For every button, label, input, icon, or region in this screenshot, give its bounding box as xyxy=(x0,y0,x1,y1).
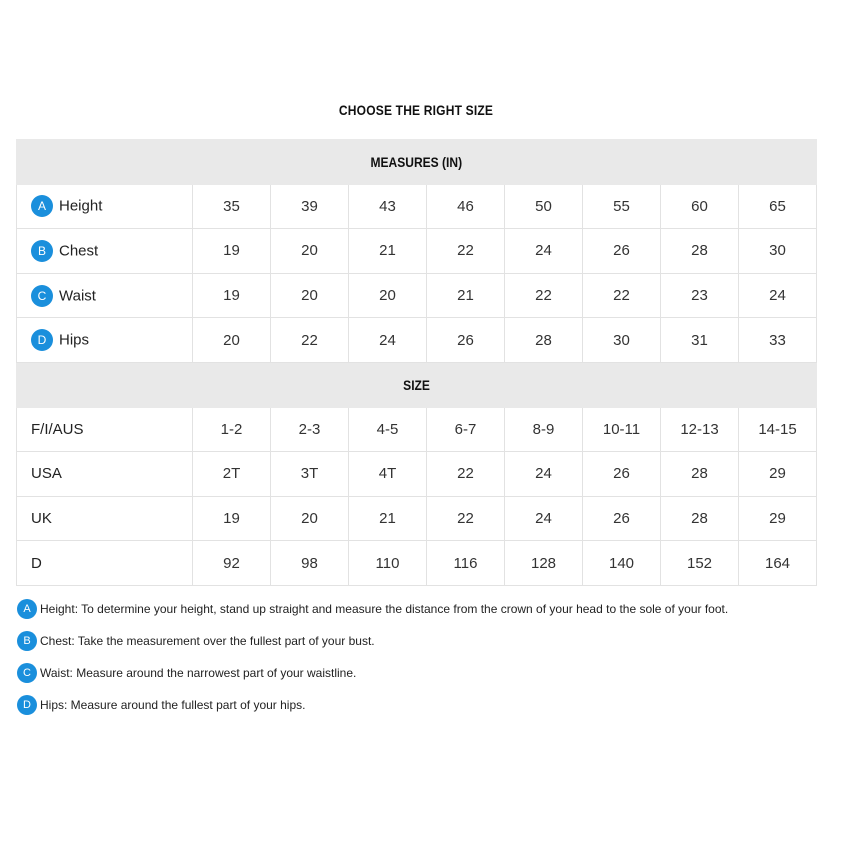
badge-d-icon: D xyxy=(17,695,37,715)
table-cell: 140 xyxy=(583,541,661,586)
badge-a-icon: A xyxy=(31,195,53,217)
measure-label-cell xyxy=(17,184,193,229)
table-cell: 35 xyxy=(193,184,271,229)
table-cell: 98 xyxy=(271,541,349,586)
table-cell: 22 xyxy=(427,229,505,274)
table-cell: 30 xyxy=(739,229,817,274)
table-cell: 14-15 xyxy=(739,407,817,452)
note-hips xyxy=(17,695,817,727)
measurement-notes xyxy=(17,599,817,727)
table-cell: 22 xyxy=(427,452,505,497)
table-cell: 164 xyxy=(739,541,817,586)
table-cell: 24 xyxy=(505,229,583,274)
note-text: Height: To determine your height, stand up straight and measure the distance from the crown of your head to the sole of your foot. xyxy=(40,602,729,616)
badge-c-icon: C xyxy=(17,663,37,683)
table-cell: 21 xyxy=(349,229,427,274)
table-cell: 23 xyxy=(661,273,739,318)
measure-row-hips xyxy=(17,318,817,363)
size-row-d xyxy=(17,541,817,586)
table-cell: 22 xyxy=(583,273,661,318)
table-cell: 1-2 xyxy=(193,407,271,452)
table-cell: 46 xyxy=(427,184,505,229)
note-height xyxy=(17,599,817,631)
size-label: USA xyxy=(17,452,193,497)
table-cell: 110 xyxy=(349,541,427,586)
table-cell: 8-9 xyxy=(505,407,583,452)
table-cell: 24 xyxy=(505,452,583,497)
table-cell: 28 xyxy=(661,452,739,497)
table-cell: 31 xyxy=(661,318,739,363)
size-row-uk xyxy=(17,496,817,541)
table-cell: 19 xyxy=(193,496,271,541)
badge-d-icon: D xyxy=(31,329,53,351)
table-cell: 22 xyxy=(427,496,505,541)
table-cell: 28 xyxy=(505,318,583,363)
measures-header: MEASURES (IN) xyxy=(17,140,817,185)
table-cell: 12-13 xyxy=(661,407,739,452)
size-row-usa xyxy=(17,452,817,497)
table-cell: 20 xyxy=(271,496,349,541)
table-cell: 30 xyxy=(583,318,661,363)
measure-label: Chest xyxy=(59,242,99,260)
table-cell: 55 xyxy=(583,184,661,229)
table-cell: 22 xyxy=(271,318,349,363)
table-cell: 26 xyxy=(427,318,505,363)
measure-label: Hips xyxy=(59,331,90,349)
table-cell: 29 xyxy=(739,452,817,497)
table-cell: 26 xyxy=(583,452,661,497)
table-cell: 6-7 xyxy=(427,407,505,452)
table-cell: 65 xyxy=(739,184,817,229)
table-cell: 33 xyxy=(739,318,817,363)
table-cell: 20 xyxy=(271,273,349,318)
note-text: Waist: Measure around the narrowest part of your waistline. xyxy=(40,666,357,680)
table-cell: 24 xyxy=(739,273,817,318)
table-cell: 4-5 xyxy=(349,407,427,452)
size-label: D xyxy=(17,541,193,586)
measure-row-chest xyxy=(17,229,817,274)
measure-label: Waist xyxy=(59,287,96,305)
badge-b-icon: B xyxy=(31,240,53,262)
note-waist xyxy=(17,663,817,695)
table-cell: 4T xyxy=(349,452,427,497)
size-header: SIZE xyxy=(17,362,817,407)
table-cell: 21 xyxy=(349,496,427,541)
table-cell: 26 xyxy=(583,496,661,541)
table-cell: 50 xyxy=(505,184,583,229)
table-cell: 2-3 xyxy=(271,407,349,452)
badge-c-icon: C xyxy=(31,285,53,307)
table-cell: 92 xyxy=(193,541,271,586)
table-cell: 60 xyxy=(661,184,739,229)
note-chest xyxy=(17,631,817,663)
measure-label: Height xyxy=(59,197,103,215)
table-cell: 19 xyxy=(193,229,271,274)
size-row-f-i-aus xyxy=(17,407,817,452)
table-cell: 3T xyxy=(271,452,349,497)
badge-b-icon: B xyxy=(17,631,37,651)
note-text: Chest: Take the measurement over the fullest part of your bust. xyxy=(40,634,375,648)
table-cell: 28 xyxy=(661,496,739,541)
table-cell: 24 xyxy=(349,318,427,363)
table-cell: 26 xyxy=(583,229,661,274)
size-header-row xyxy=(17,362,817,407)
table-cell: 128 xyxy=(505,541,583,586)
badge-a-icon: A xyxy=(17,599,37,619)
table-cell: 2T xyxy=(193,452,271,497)
table-cell: 28 xyxy=(661,229,739,274)
size-label: F/I/AUS xyxy=(17,407,193,452)
measure-label-cell xyxy=(17,273,193,318)
table-cell: 116 xyxy=(427,541,505,586)
note-text: Hips: Measure around the fullest part of your hips. xyxy=(40,698,306,712)
measures-header-row xyxy=(17,140,817,185)
table-cell: 29 xyxy=(739,496,817,541)
table-cell: 39 xyxy=(271,184,349,229)
page-title: CHOOSE THE RIGHT SIZE xyxy=(338,102,494,118)
table-cell: 24 xyxy=(505,496,583,541)
table-cell: 19 xyxy=(193,273,271,318)
table-cell: 10-11 xyxy=(583,407,661,452)
measure-row-height xyxy=(17,184,817,229)
size-label: UK xyxy=(17,496,193,541)
size-chart-table xyxy=(16,139,817,586)
table-cell: 20 xyxy=(271,229,349,274)
measure-label-cell xyxy=(17,229,193,274)
table-cell: 21 xyxy=(427,273,505,318)
measure-label-cell xyxy=(17,318,193,363)
table-cell: 43 xyxy=(349,184,427,229)
table-cell: 20 xyxy=(349,273,427,318)
table-cell: 20 xyxy=(193,318,271,363)
table-cell: 22 xyxy=(505,273,583,318)
measure-row-waist xyxy=(17,273,817,318)
table-cell: 152 xyxy=(661,541,739,586)
